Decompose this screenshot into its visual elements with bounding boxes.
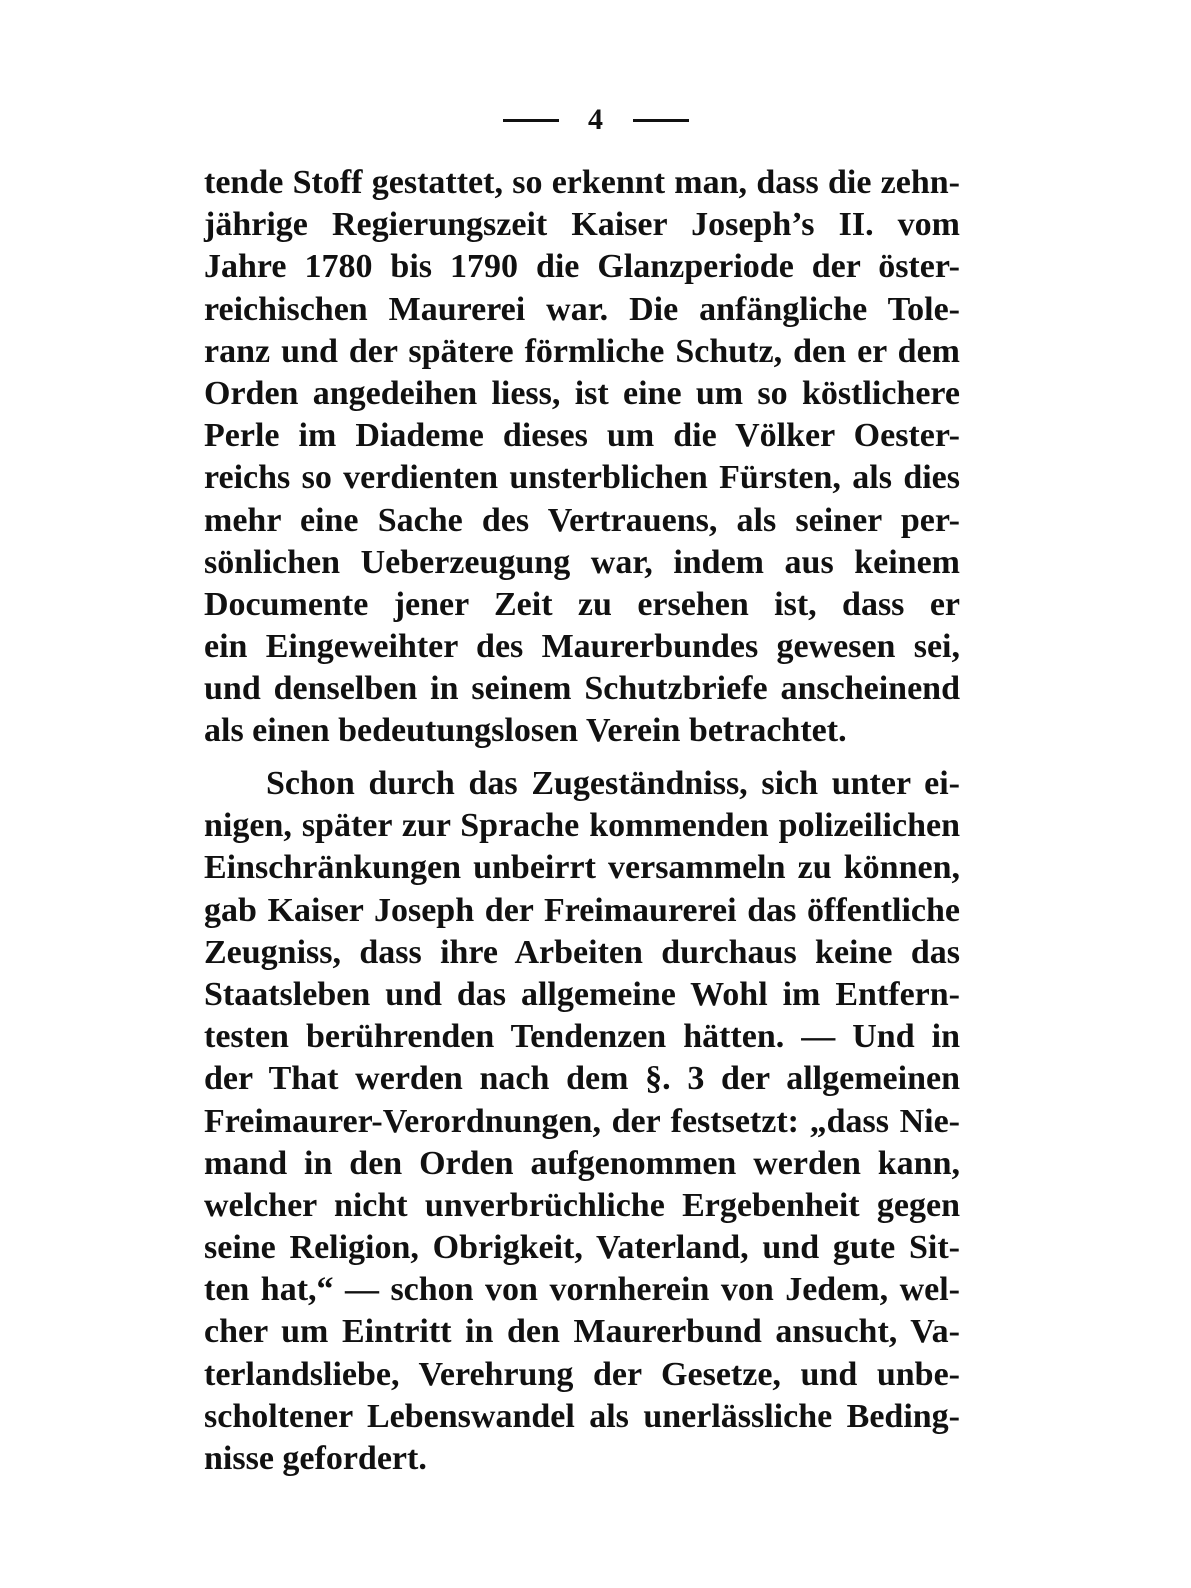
- page-number: 4: [588, 103, 603, 137]
- paragraph-2: [204, 763, 960, 1480]
- paragraph-1: [204, 162, 960, 753]
- text-line: mehr eine Sache des Vertrauens, als seiner per-: [204, 501, 960, 539]
- text-line: und denselben in seinem Schutzbriefe anscheinend: [204, 670, 960, 708]
- page-header: [0, 100, 1191, 138]
- text-line: reichischen Maurerei war. Die anfängliche Tole-: [204, 290, 960, 328]
- text-line: als einen bedeutungslosen Verein betrachtet.: [204, 712, 847, 750]
- header-rule-right: [633, 119, 689, 122]
- text-line: jährige Regierungszeit Kaiser Joseph’s II. vom: [204, 206, 960, 244]
- text-line: Staatsleben und das allgemeine Wohl im Entfern-: [204, 975, 960, 1013]
- text-line: Orden angedeihen liess, ist eine um so köstlichere: [204, 374, 960, 412]
- text-line: nigen, später zur Sprache kommenden polizeilichen: [204, 807, 960, 845]
- text-line: gab Kaiser Joseph der Freimaurerei das öffentliche: [204, 891, 960, 929]
- text-line: sönlichen Ueberzeugung war, indem aus keinem: [204, 543, 960, 581]
- text-line: seine Religion, Obrigkeit, Vaterland, und gute Sit-: [204, 1229, 960, 1267]
- text-line: welcher nicht unverbrüchliche Ergebenheit gegen: [204, 1186, 960, 1224]
- text-line: testen berührenden Tendenzen hätten. — Und in: [204, 1018, 960, 1056]
- text-line: Perle im Diademe dieses um die Völker Oester-: [204, 417, 960, 455]
- text-line: ein Eingeweihter des Maurerbundes gewesen sei,: [204, 628, 960, 666]
- text-line: Documente jener Zeit zu ersehen ist, dass er: [204, 585, 960, 623]
- header-rule-left: [503, 119, 559, 122]
- text-line: ten hat,“ — schon von vornherein von Jedem, wel-: [204, 1271, 960, 1309]
- text-line: ranz und der spätere förmliche Schutz, den er dem: [204, 332, 960, 370]
- text-line: Schon durch das Zugeständniss, sich unter ei-: [266, 765, 960, 802]
- text-line: cher um Eintritt in den Maurerbund ansucht, Va-: [204, 1313, 960, 1351]
- text-line: mand in den Orden aufgenommen werden kann,: [204, 1144, 960, 1182]
- text-line: Jahre 1780 bis 1790 die Glanzperiode der öster-: [204, 248, 960, 286]
- text-line: Zeugniss, dass ihre Arbeiten durchaus keine das: [204, 933, 960, 971]
- text-line: Freimaurer-Verordnungen, der festsetzt: „dass Nie-: [204, 1102, 960, 1140]
- text-line: reichs so verdienten unsterblichen Fürsten, als dies: [204, 459, 960, 497]
- text-line: tende Stoff gestattet, so erkennt man, dass die zehn-: [204, 164, 960, 201]
- text-line: nisse gefordert.: [204, 1440, 427, 1477]
- text-line: der That werden nach dem §. 3 der allgemeinen: [204, 1060, 960, 1098]
- text-line: scholtener Lebenswandel als unerlässliche Beding-: [204, 1397, 960, 1435]
- text-line: Einschränkungen unbeirrt versammeln zu können,: [204, 849, 960, 887]
- text-line: terlandsliebe, Verehrung der Gesetze, und unbe-: [204, 1355, 960, 1393]
